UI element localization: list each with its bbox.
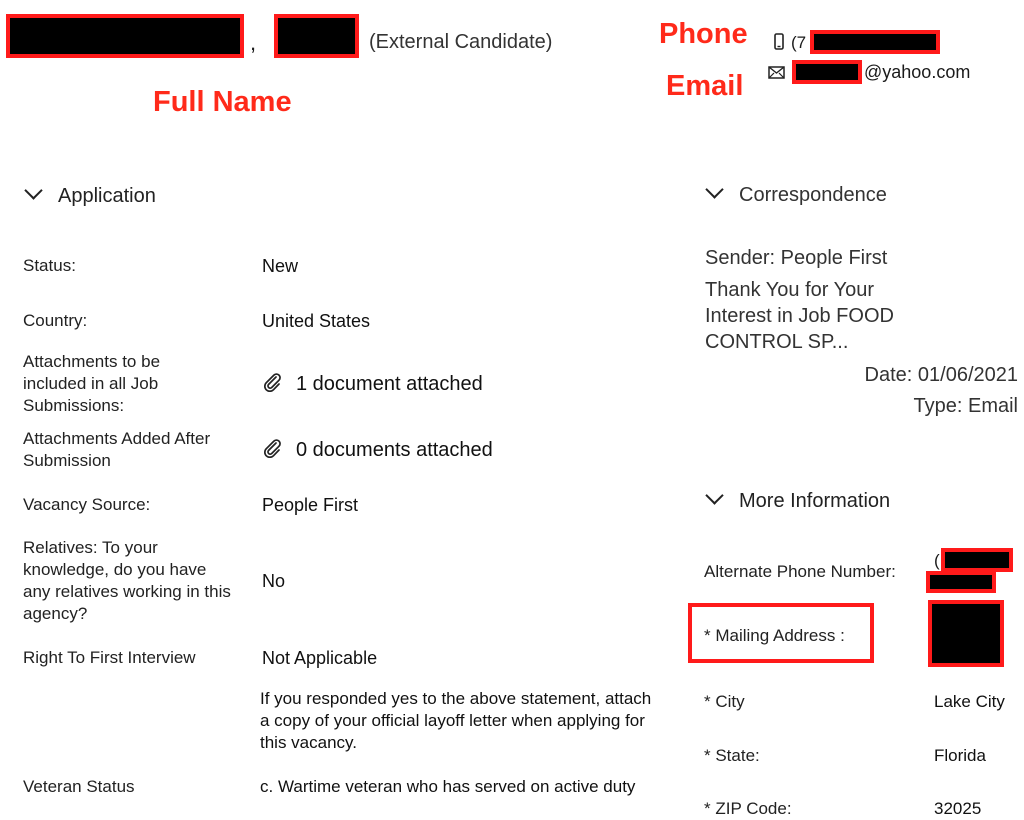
veteran-status-label: Veteran Status	[23, 777, 135, 796]
relatives-value: No	[262, 571, 286, 591]
email-domain: @yahoo.com	[864, 62, 971, 82]
annotation-full-name: Full Name	[153, 86, 292, 118]
correspondence-title: Correspondence	[739, 184, 887, 206]
attachments-all-value[interactable]	[262, 372, 483, 397]
country-value: United States	[262, 311, 371, 331]
vacancy-source-value: People First	[262, 495, 359, 515]
paperclip-icon	[262, 438, 282, 463]
paperclip-icon	[262, 372, 282, 397]
zip-label: * ZIP Code:	[704, 799, 792, 818]
state-label: * State:	[704, 746, 760, 765]
correspondence-subject[interactable]: Thank You for Your Interest in Job FOOD CONTROL SP...	[705, 279, 894, 353]
city-label: * City	[704, 692, 745, 711]
chevron-down-icon	[24, 181, 42, 199]
status-value: New	[262, 256, 299, 276]
attachments-all-label: Attachments to be included in all Job Submissions:	[23, 352, 161, 415]
relatives-label: Relatives: To your knowledge, do you have any relatives working in this agency?	[23, 538, 231, 623]
application-section-header[interactable]	[27, 185, 156, 208]
alt-phone-prefix: (	[934, 551, 940, 570]
email-user-redaction	[792, 60, 862, 84]
annotation-phone: Phone	[659, 18, 748, 50]
alt-phone-redaction-1	[941, 548, 1013, 572]
vacancy-source-label: Vacancy Source:	[23, 495, 151, 514]
alt-phone-label: Alternate Phone Number:	[704, 562, 896, 581]
candidate-type: (External Candidate)	[369, 31, 553, 53]
correspondence-section-header[interactable]	[708, 184, 887, 207]
first-name-redaction	[274, 14, 359, 58]
city-value: Lake City	[934, 692, 1005, 711]
country-label: Country:	[23, 311, 88, 330]
chevron-down-icon	[705, 180, 723, 198]
annotation-email: Email	[666, 70, 744, 102]
more-info-section-header[interactable]	[708, 490, 890, 513]
attachments-after-text: 0 documents attached	[296, 438, 493, 461]
application-title: Application	[58, 185, 156, 207]
correspondence-date: Date: 01/06/2021	[864, 364, 1018, 386]
state-value: Florida	[934, 746, 986, 765]
zip-value: 32025	[934, 799, 982, 818]
name-comma: ,	[250, 30, 257, 55]
right-to-interview-value: Not Applicable	[262, 648, 378, 668]
right-to-interview-label: Right To First Interview	[23, 648, 196, 667]
attachments-after-value[interactable]	[262, 438, 493, 463]
correspondence-type: Type: Email	[913, 395, 1018, 417]
phone-redaction	[810, 30, 940, 54]
more-info-title: More Information	[739, 490, 891, 512]
phone-icon	[774, 33, 784, 55]
layoff-note: If you responded yes to the above statement, attach a copy of your official layoff letter when applying for this vacancy.	[260, 689, 652, 752]
last-name-redaction	[6, 14, 244, 58]
mailing-address-label: * Mailing Address :	[704, 626, 845, 645]
phone-prefix: (7	[791, 33, 807, 52]
chevron-down-icon	[705, 486, 723, 504]
mailing-address-redaction	[928, 600, 1004, 667]
attachments-all-text: 1 document attached	[296, 372, 483, 395]
veteran-status-value: c. Wartime veteran who has served on active duty	[260, 777, 636, 796]
correspondence-sender: Sender: People First	[705, 247, 888, 269]
status-label: Status:	[23, 256, 76, 275]
mail-icon	[768, 66, 785, 84]
attachments-after-label: Attachments Added After Submission	[23, 429, 211, 470]
alt-phone-redaction-2	[926, 571, 996, 593]
